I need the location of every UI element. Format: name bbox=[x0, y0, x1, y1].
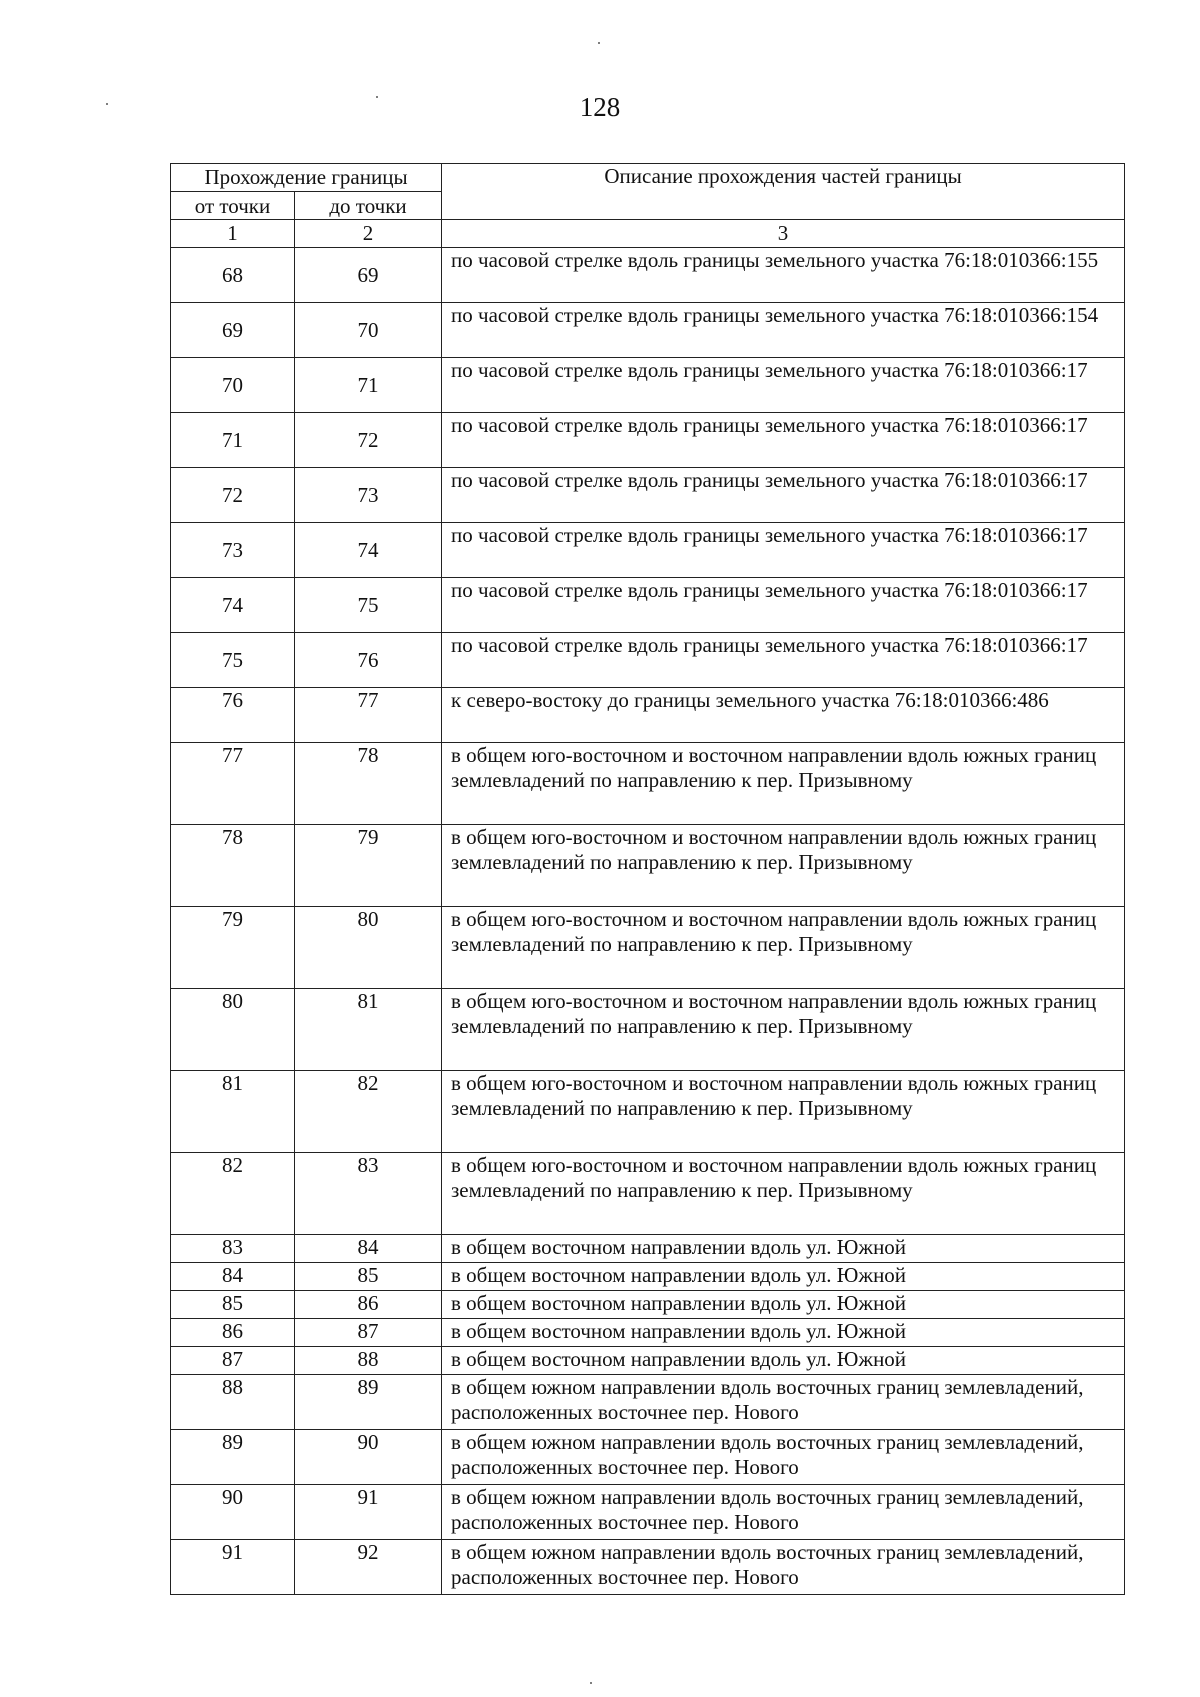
cell-from-point: 79 bbox=[171, 907, 295, 989]
table-row bbox=[171, 248, 1125, 303]
table-row bbox=[171, 523, 1125, 578]
cell-description: по часовой стрелке вдоль границы земельного участка 76:18:010366:17 bbox=[442, 468, 1125, 523]
cell-description: в общем восточном направлении вдоль ул. Южной bbox=[442, 1347, 1125, 1375]
cell-from-point: 90 bbox=[171, 1485, 295, 1540]
table-row bbox=[171, 358, 1125, 413]
table-body bbox=[171, 248, 1125, 1595]
table-row bbox=[171, 413, 1125, 468]
cell-description: в общем южном направлении вдоль восточных границ землевладений, расположенных восточнее пер. Нового bbox=[442, 1485, 1125, 1540]
cell-to-point: 90 bbox=[295, 1430, 442, 1485]
table-row bbox=[171, 1430, 1125, 1485]
cell-description: в общем юго-восточном и восточном направлении вдоль южных границ землевладений по направлению к пер. Призывному bbox=[442, 743, 1125, 825]
cell-to-point: 79 bbox=[295, 825, 442, 907]
cell-to-point: 85 bbox=[295, 1263, 442, 1291]
table-row bbox=[171, 989, 1125, 1071]
cell-to-point: 80 bbox=[295, 907, 442, 989]
header-index-3: 3 bbox=[442, 220, 1125, 248]
cell-to-point: 73 bbox=[295, 468, 442, 523]
table-row bbox=[171, 303, 1125, 358]
cell-from-point: 75 bbox=[171, 633, 295, 688]
cell-from-point: 84 bbox=[171, 1263, 295, 1291]
header-row-1 bbox=[171, 164, 1125, 192]
page-number: 128 bbox=[579, 92, 621, 122]
cell-from-point: 81 bbox=[171, 1071, 295, 1153]
table-row bbox=[171, 468, 1125, 523]
cell-to-point: 74 bbox=[295, 523, 442, 578]
table-row bbox=[171, 743, 1125, 825]
cell-from-point: 69 bbox=[171, 303, 295, 358]
cell-to-point: 91 bbox=[295, 1485, 442, 1540]
cell-from-point: 76 bbox=[171, 688, 295, 743]
table-row bbox=[171, 825, 1125, 907]
table-row bbox=[171, 578, 1125, 633]
scan-speck bbox=[106, 103, 108, 105]
cell-description: по часовой стрелке вдоль границы земельного участка 76:18:010366:17 bbox=[442, 358, 1125, 413]
header-from-point: от точки bbox=[171, 192, 295, 220]
table-row bbox=[171, 1153, 1125, 1235]
table-row bbox=[171, 1235, 1125, 1263]
table-row bbox=[171, 907, 1125, 989]
header-index-2: 2 bbox=[295, 220, 442, 248]
cell-description: по часовой стрелке вдоль границы земельного участка 76:18:010366:154 bbox=[442, 303, 1125, 358]
cell-to-point: 71 bbox=[295, 358, 442, 413]
scan-speck bbox=[376, 96, 378, 98]
cell-description: по часовой стрелке вдоль границы земельного участка 76:18:010366:17 bbox=[442, 633, 1125, 688]
table-row bbox=[171, 688, 1125, 743]
cell-to-point: 88 bbox=[295, 1347, 442, 1375]
cell-description: в общем южном направлении вдоль восточных границ землевладений, расположенных восточнее пер. Нового bbox=[442, 1430, 1125, 1485]
cell-from-point: 78 bbox=[171, 825, 295, 907]
cell-to-point: 82 bbox=[295, 1071, 442, 1153]
cell-from-point: 68 bbox=[171, 248, 295, 303]
cell-to-point: 76 bbox=[295, 633, 442, 688]
cell-description: к северо-востоку до границы земельного участка 76:18:010366:486 bbox=[442, 688, 1125, 743]
cell-from-point: 88 bbox=[171, 1375, 295, 1430]
header-boundary-passage: Прохождение границы bbox=[171, 164, 442, 192]
header-row-index bbox=[171, 220, 1125, 248]
cell-from-point: 72 bbox=[171, 468, 295, 523]
cell-to-point: 69 bbox=[295, 248, 442, 303]
cell-description: в общем восточном направлении вдоль ул. Южной bbox=[442, 1263, 1125, 1291]
cell-description: в общем юго-восточном и восточном направлении вдоль южных границ землевладений по направлению к пер. Призывному bbox=[442, 989, 1125, 1071]
table-row bbox=[171, 1540, 1125, 1595]
cell-from-point: 71 bbox=[171, 413, 295, 468]
table-row bbox=[171, 1263, 1125, 1291]
cell-description: в общем юго-восточном и восточном направлении вдоль южных границ землевладений по направлению к пер. Призывному bbox=[442, 825, 1125, 907]
cell-from-point: 82 bbox=[171, 1153, 295, 1235]
cell-to-point: 81 bbox=[295, 989, 442, 1071]
cell-description: по часовой стрелке вдоль границы земельного участка 76:18:010366:155 bbox=[442, 248, 1125, 303]
table-row bbox=[171, 1375, 1125, 1430]
cell-description: по часовой стрелке вдоль границы земельного участка 76:18:010366:17 bbox=[442, 413, 1125, 468]
cell-to-point: 72 bbox=[295, 413, 442, 468]
cell-from-point: 89 bbox=[171, 1430, 295, 1485]
cell-to-point: 77 bbox=[295, 688, 442, 743]
cell-from-point: 80 bbox=[171, 989, 295, 1071]
boundary-table bbox=[170, 163, 1125, 1595]
table-row bbox=[171, 1319, 1125, 1347]
header-description: Описание прохождения частей границы bbox=[442, 164, 1125, 220]
table-row bbox=[171, 1485, 1125, 1540]
cell-to-point: 87 bbox=[295, 1319, 442, 1347]
cell-description: по часовой стрелке вдоль границы земельного участка 76:18:010366:17 bbox=[442, 523, 1125, 578]
cell-from-point: 74 bbox=[171, 578, 295, 633]
header-to-point: до точки bbox=[295, 192, 442, 220]
cell-from-point: 77 bbox=[171, 743, 295, 825]
cell-description: по часовой стрелке вдоль границы земельного участка 76:18:010366:17 bbox=[442, 578, 1125, 633]
cell-from-point: 87 bbox=[171, 1347, 295, 1375]
scan-speck bbox=[598, 42, 600, 44]
cell-from-point: 73 bbox=[171, 523, 295, 578]
cell-description: в общем юго-восточном и восточном направлении вдоль южных границ землевладений по направлению к пер. Призывному bbox=[442, 1071, 1125, 1153]
cell-from-point: 86 bbox=[171, 1319, 295, 1347]
scan-speck bbox=[590, 1682, 592, 1684]
cell-to-point: 89 bbox=[295, 1375, 442, 1430]
boundary-table-wrapper bbox=[170, 163, 1124, 1595]
cell-to-point: 86 bbox=[295, 1291, 442, 1319]
cell-from-point: 83 bbox=[171, 1235, 295, 1263]
cell-description: в общем восточном направлении вдоль ул. Южной bbox=[442, 1235, 1125, 1263]
cell-from-point: 70 bbox=[171, 358, 295, 413]
table-row bbox=[171, 633, 1125, 688]
cell-description: в общем восточном направлении вдоль ул. Южной bbox=[442, 1291, 1125, 1319]
cell-description: в общем юго-восточном и восточном направлении вдоль южных границ землевладений по направлению к пер. Призывному bbox=[442, 907, 1125, 989]
cell-description: в общем юго-восточном и восточном направлении вдоль южных границ землевладений по направлению к пер. Призывному bbox=[442, 1153, 1125, 1235]
cell-to-point: 84 bbox=[295, 1235, 442, 1263]
table-row bbox=[171, 1347, 1125, 1375]
table-row bbox=[171, 1291, 1125, 1319]
cell-to-point: 75 bbox=[295, 578, 442, 633]
header-index-1: 1 bbox=[171, 220, 295, 248]
cell-to-point: 78 bbox=[295, 743, 442, 825]
cell-description: в общем южном направлении вдоль восточных границ землевладений, расположенных восточнее пер. Нового bbox=[442, 1540, 1125, 1595]
cell-from-point: 85 bbox=[171, 1291, 295, 1319]
cell-from-point: 91 bbox=[171, 1540, 295, 1595]
cell-to-point: 83 bbox=[295, 1153, 442, 1235]
cell-description: в общем южном направлении вдоль восточных границ землевладений, расположенных восточнее пер. Нового bbox=[442, 1375, 1125, 1430]
cell-to-point: 92 bbox=[295, 1540, 442, 1595]
table-row bbox=[171, 1071, 1125, 1153]
cell-to-point: 70 bbox=[295, 303, 442, 358]
cell-description: в общем восточном направлении вдоль ул. Южной bbox=[442, 1319, 1125, 1347]
